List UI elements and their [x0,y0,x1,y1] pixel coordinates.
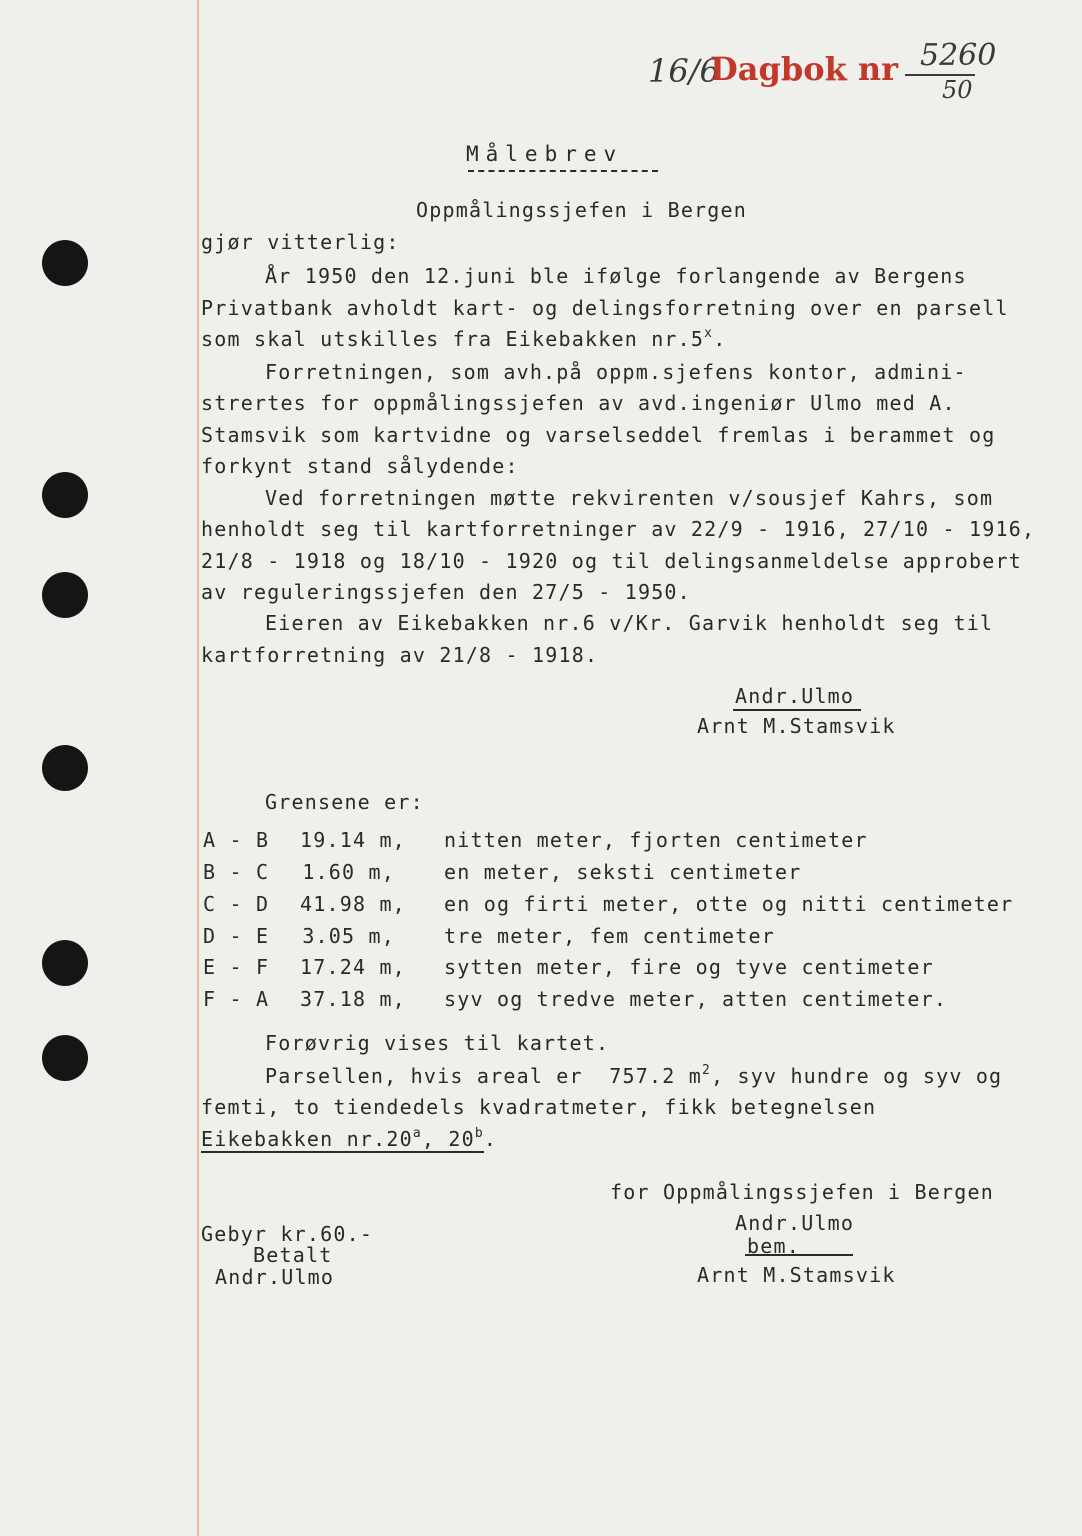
boundaries-heading: Grensene er: [265,790,424,814]
area-line: Parsellen, hvis areal er 757.2 $m^2$, syv hundre og syv og [265,1063,1003,1088]
paid-line: Betalt [253,1243,333,1267]
punch-hole [42,940,88,986]
boundary-words: tre meter, fem centimeter [444,924,776,948]
body-line: Forretningen, som avh.på oppm.sjefens kontor, admini- [265,360,967,384]
entry-year: 50 [942,76,973,104]
footer-bem: bem. [747,1234,800,1258]
body-line: henholdt seg til kartforretninger av 22/9 - 1916, 27/10 - 1916, [201,517,1036,541]
handwritten-date: 16/6 [648,52,720,90]
boundary-length: 41.98 m, [300,892,406,916]
entry-number: 5260 [920,38,997,73]
bem-underline [745,1254,853,1256]
body-line: Eieren av Eikebakken nr.6 v/Kr. Garvik henholdt seg til [265,611,994,635]
boundary-words: sytten meter, fire og tyve centimeter [444,955,934,979]
body-line: av reguleringssjefen den 27/5 - 1950. [201,580,691,604]
punch-hole [42,240,88,286]
boundary-segment: C - D [203,892,270,916]
fee-line: Gebyr kr.60.- [201,1222,374,1246]
signature-ulmo: Andr.Ulmo [735,684,855,708]
paid-by-line: Andr.Ulmo [215,1265,335,1289]
boundary-segment: A - B [203,828,270,852]
punch-hole [42,745,88,791]
body-line: kartforretning av 21/8 - 1918. [201,643,599,667]
designation-underline [201,1151,484,1153]
boundary-words: en meter, seksti centimeter [444,860,802,884]
body-line: strertes for oppmålingssjefen av avd.ingeniør Ulmo med A. [201,391,956,415]
boundary-length: 3.05 m, [302,924,395,948]
footer-signer: Andr.Ulmo [735,1211,855,1235]
margin-line [197,0,199,1536]
footer-authority: for Oppmålingssjefen i Bergen [610,1180,994,1204]
authority-line: Oppmålingssjefen i Bergen [416,198,748,222]
body-line: Stamsvik som kartvidne og varselseddel fremlas i berammet og [201,423,996,447]
body-line: 21/8 - 1918 og 18/10 - 1920 og til delingsanmeldelse approbert [201,549,1022,573]
dagbok-stamp: Dagbok nr [710,50,899,88]
document-title: Målebrev [466,142,624,166]
proclaims-line: gjør vitterlig: [201,230,400,254]
see-map-line: Forøvrig vises til kartet. [265,1031,610,1055]
punch-hole [42,1035,88,1081]
boundary-length: 1.60 m, [302,860,395,884]
body-line: som skal utskilles fra Eikebakken nr.5$^x$. [201,326,727,351]
boundary-length: 19.14 m, [300,828,406,852]
footer-witness: Arnt M.Stamsvik [697,1263,896,1287]
body-line: År 1950 den 12.juni ble ifølge forlangende av Bergens [265,264,967,288]
boundary-segment: E - F [203,955,270,979]
body-line: Ved forretningen møtte rekvirenten v/sousjef Kahrs, som [265,486,994,510]
boundary-length: 37.18 m, [300,987,406,1011]
boundary-words: nitten meter, fjorten centimeter [444,828,868,852]
boundary-length: 17.24 m, [300,955,406,979]
signature-stamsvik: Arnt M.Stamsvik [697,714,896,738]
title-underline [468,170,658,172]
area-line-2: femti, to tiendedels kvadratmeter, fikk betegnelsen [201,1095,877,1119]
body-line: Privatbank avholdt kart- og delingsforretning over en parsell [201,296,1009,320]
punch-hole [42,472,88,518]
designation-line: Eikebakken nr.20$^a$, 20$^b$. [201,1126,498,1151]
boundary-words: en og firti meter, otte og nitti centimeter [444,892,1014,916]
boundary-segment: F - A [203,987,270,1011]
boundary-segment: D - E [203,924,270,948]
boundary-words: syv og tredve meter, atten centimeter. [444,987,948,1011]
punch-hole [42,572,88,618]
body-line: forkynt stand sålydende: [201,454,519,478]
signature-underline [733,709,861,711]
boundary-segment: B - C [203,860,270,884]
